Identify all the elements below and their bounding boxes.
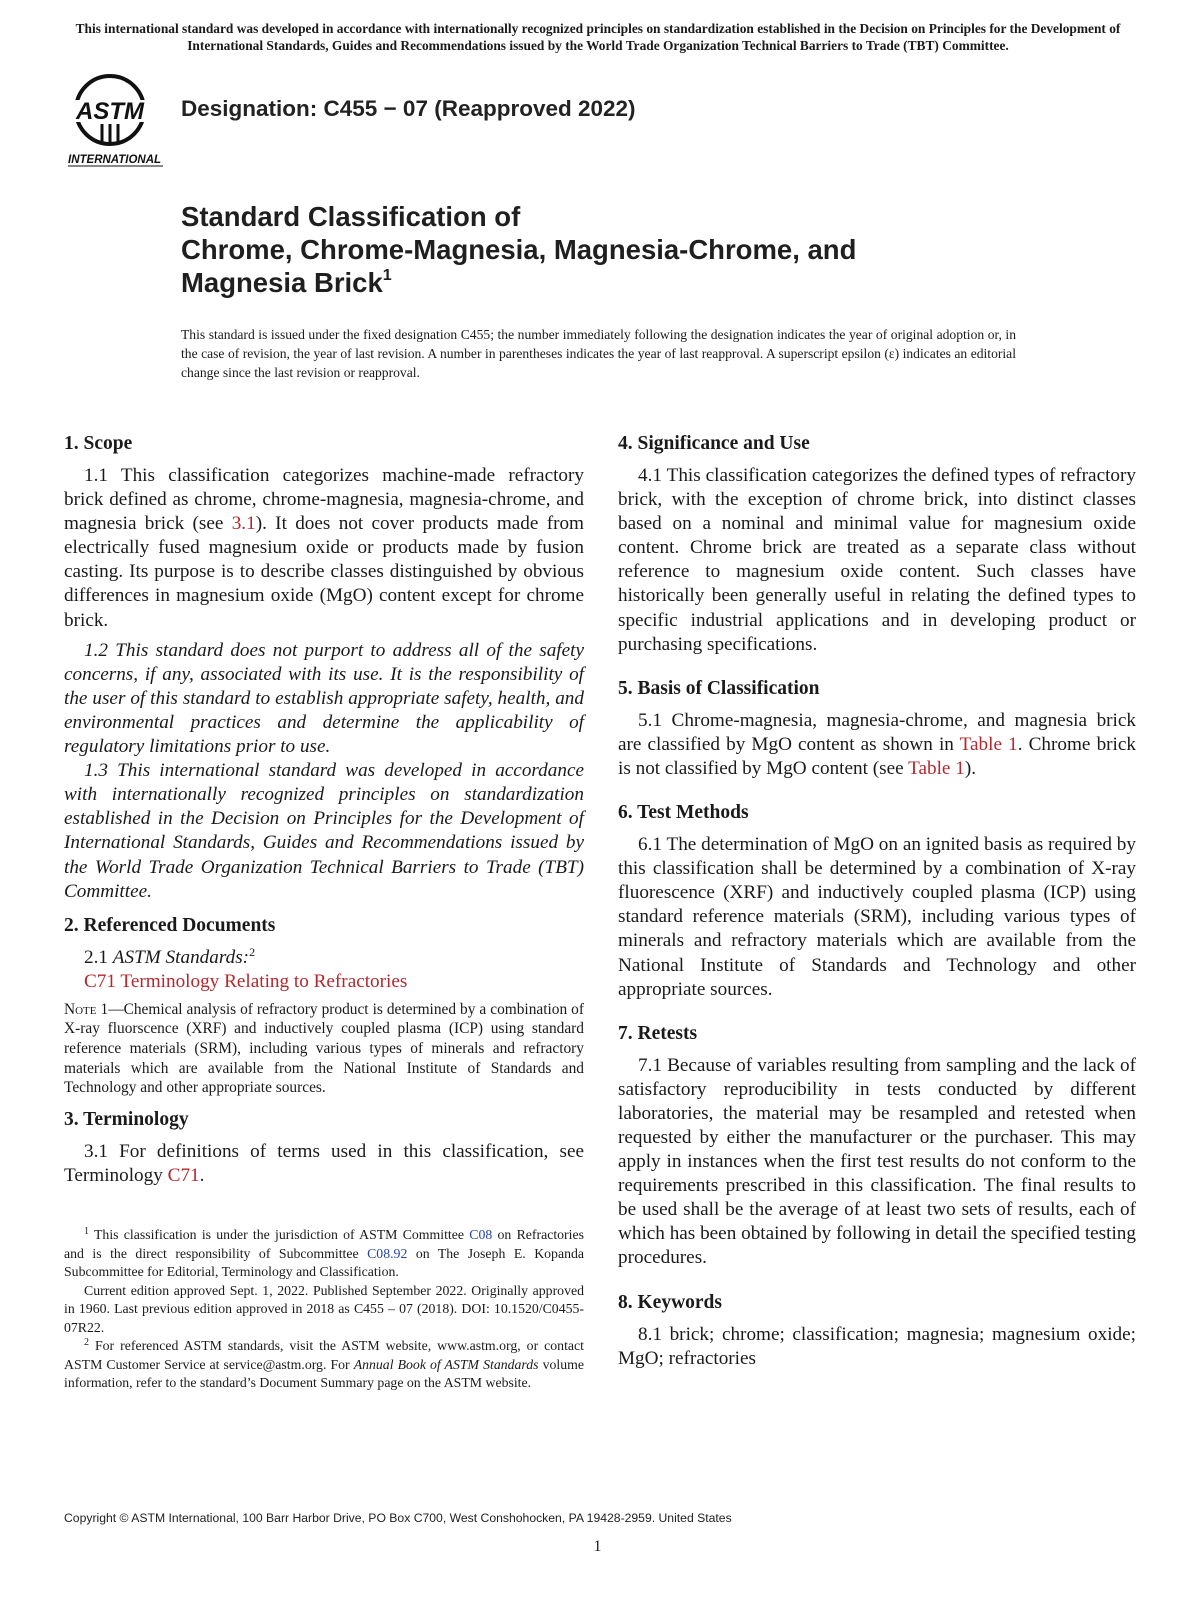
paragraph-1-3: 1.3 This international standard was developed in accordance with internationally recognized principles on standardization established in the Decision on Principles for the Development of International Standards, Guides and Recommendations issued by the World Trade Organization Technical Barriers to Trade (TBT) Committee. [64, 760, 584, 902]
paragraph-1-2: 1.2 This standard does not purport to address all of the safety concerns, if any, associated with its use. It is the responsibility of the user of this standard to establish appropriate safety, health, and environmental practices and determine the applicability of regulatory limitations prior to use. [64, 639, 584, 758]
link-c71[interactable]: C71 [167, 1164, 200, 1186]
paragraph-8-1: 8.1 brick; chrome; classification; magnesia; magnesium oxide; MgO; refractories [618, 1323, 1136, 1369]
link-table-1[interactable]: Table 1 [959, 733, 1018, 755]
logo-subtext: INTERNATIONAL [68, 154, 162, 166]
astm-international-logo [66, 72, 170, 168]
paragraph-3-1 [64, 1140, 584, 1188]
paragraph-5-1-end: ). [964, 757, 976, 779]
footnote-2 [64, 1337, 584, 1393]
paragraph-5-1 [618, 709, 1136, 781]
note-1-label: Note 1 [64, 1000, 109, 1018]
title-footnote-mark: 1 [382, 267, 392, 284]
footnote-1-mark: 1 [84, 1226, 89, 1237]
link-c08[interactable]: C08 [469, 1227, 493, 1242]
designation: Designation: C455 − 07 (Reapproved 2022) [181, 96, 636, 121]
footnote-1-edition: Current edition approved Sept. 1, 2022. Published September 2022. Originally approved in 1960. Last previous edition approved in 2018 as C455 – 07 (2018). DOI: 10.1520/C0455-07R22. [64, 1282, 584, 1335]
title-line-3-text: Magnesia Brick [181, 267, 383, 298]
section-heading-test-methods: 6. Test Methods [618, 802, 749, 824]
link-table-1-second[interactable]: Table 1 [908, 757, 965, 779]
page-number: 1 [593, 1538, 602, 1555]
title-line-1: Standard Classification of [181, 201, 521, 232]
paragraph-2-1-number: 2.1 [84, 946, 113, 968]
footnotes [64, 1226, 584, 1393]
title-line-3 [181, 266, 1081, 299]
footnote-1-text: This classification is under the jurisdiction of ASTM Committee [89, 1227, 470, 1242]
note-1 [64, 1000, 584, 1098]
wto-notice: This international standard was developed in accordance with internationally recognized principles on standardization established in the Decision on Principles for the Development of International Standards, Guides and Recommendations issued by the World Trade Organization Technical Barriers to Trade (TBT) Committee. [75, 21, 1121, 53]
left-column [64, 432, 584, 1188]
link-c08-92[interactable]: C08.92 [367, 1245, 408, 1261]
paragraph-3-1-text: 3.1 For definitions of terms used in this classification, see Terminology [64, 1140, 584, 1186]
logo-wordmark: ASTM [76, 98, 144, 125]
section-heading-terminology: 3. Terminology [64, 1108, 189, 1130]
paragraph-5-1-text-2: . Chrome brick is not classified by MgO content (see [618, 733, 1136, 779]
issued-note: This standard is issued under the fixed designation C455; the number immediately following the designation indicates the year of original adoption or, in the case of revision, the year of last revision. A number in parentheses indicates the year of last reapproval. A superscript epsilon (ε) indicates an editorial change since the last revision or reapproval. [181, 327, 1016, 380]
title-line-2: Chrome, Chrome-Magnesia, Magnesia-Chrome, and [181, 234, 857, 265]
copyright: Copyright © ASTM International, 100 Barr Harbor Drive, PO Box C700, West Conshohocken, PA 19428-2959. United States [64, 1511, 732, 1525]
section-heading-keywords: 8. Keywords [618, 1291, 722, 1313]
document-title [181, 200, 1081, 299]
footnote-2-text-end: volume information, refer to the standard’s Document Summary page on the ASTM website. [64, 1356, 584, 1390]
footnote-2-mark: 2 [249, 944, 256, 959]
paragraph-1-1 [64, 464, 584, 633]
section-heading-basis: 5. Basis of Classification [618, 677, 820, 699]
right-column [618, 432, 1136, 1371]
footnote-2-mark-bottom: 2 [84, 1337, 89, 1348]
link-3-1[interactable]: 3.1 [231, 513, 256, 535]
paragraph-1-1-text: 1.1 This classification categorizes machine-made refractory brick defined as chrome, chrome-magnesia, magnesia-chrome, and magnesia brick (see [64, 465, 584, 535]
paragraph-1-1-text-end: ). It does not cover products made from electrically fused magnesium oxide or products made by fusion casting. Its purpose is to describe classes distinguished by obvious differences in magnesium oxide (MgO) content except for chrome brick. [64, 513, 584, 631]
astm-standards-label: ASTM Standards: [112, 946, 250, 968]
footnote-1 [64, 1226, 584, 1282]
footnote-2-italic: Annual Book of ASTM Standards [353, 1356, 539, 1372]
paragraph-7-1: 7.1 Because of variables resulting from sampling and the lack of satisfactory reproducibility in tests conducted by different laboratories, the material may be resampled and retested when requested by either the manufacturer or the purchaser. This may apply in instances when the first test results do not conform to the requirements prescribed in this classification. The final results to be used shall be the average of at least two sets of results, each of which has been obtained by following in detail the specified testing procedures. [618, 1054, 1136, 1269]
paragraph-6-1: 6.1 The determination of MgO on an ignited basis as required by this classification shall be determined by a combination of X-ray fluorescence (XRF) and inductively coupled plasma (ICP) using standard reference materials (SRM), including various types of minerals and refractory materials which are available from the National Institute of Standards and Technology and other appropriate sources. [618, 834, 1136, 1000]
link-c71-terminology[interactable]: C71 Terminology Relating to Refractories [84, 970, 408, 992]
footnote-1-text-2: on Refractories and is the direct responsibility of Subcommittee [64, 1227, 584, 1261]
section-heading-significance: 4. Significance and Use [618, 433, 810, 454]
paragraph-3-1-end: . [199, 1164, 205, 1186]
section-heading-referenced-documents: 2. Referenced Documents [64, 914, 276, 936]
footnote-1-text-3: on The Joseph E. Kopanda Subcommittee for Editorial, Terminology and Classification. [64, 1245, 585, 1279]
footnote-2-text: For referenced ASTM standards, visit the ASTM website, www.astm.org, or contact ASTM Customer Service at service@astm.org. For [64, 1338, 584, 1372]
section-heading-retests: 7. Retests [618, 1022, 698, 1044]
paragraph-4-1: 4.1 This classification categorizes the defined types of refractory brick, with the exception of chrome brick, into distinct classes based on a nominal and minimal value for magnesium oxide content. Chrome brick are treated as a separate class without reference to magnesium oxide content. Such classes have historically been generally useful in relating the defined types to specific industrial applications and in developing product or purchasing specifications. [618, 465, 1136, 655]
c71-reference [64, 970, 584, 994]
paragraph-5-1-text: 5.1 Chrome-magnesia, magnesia-chrome, and magnesia brick are classified by MgO content as shown in [618, 709, 1136, 755]
paragraph-2-1 [64, 946, 584, 970]
note-1-text: —Chemical analysis of refractory product is determined by a combination of X-ray fluorscence (XRF) and inductively coupled plasma (ICP) using standard reference materials (SRM), including various types of minerals and refractory materials which are available from the National Institute of Standards and Technology and other appropriate sources. [64, 1000, 584, 1097]
section-heading-scope: 1. Scope [64, 433, 133, 454]
